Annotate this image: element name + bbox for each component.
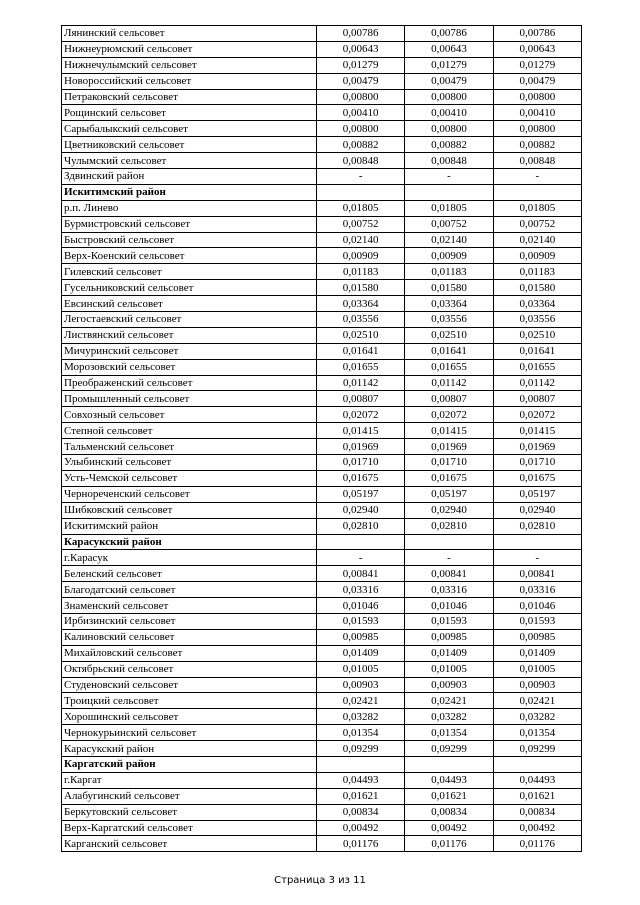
value-cell-2: 0,01655 [405,359,493,375]
value-cell-1: 0,00479 [317,73,405,89]
value-cell-3: - [493,550,581,566]
value-cell-1: 0,03282 [317,709,405,725]
settlement-name: р.п. Линево [62,200,317,216]
settlement-name: Преображенский сельсовет [62,375,317,391]
value-cell-3: 0,01279 [493,57,581,73]
table-row [62,502,582,518]
value-cell-2: 0,01183 [405,264,493,280]
value-cell-1: 0,00492 [317,820,405,836]
table-row [62,613,582,629]
value-cell-3: 0,00834 [493,804,581,820]
table-row [62,518,582,534]
value-cell-2: 0,01969 [405,439,493,455]
value-cell-1: - [317,169,405,185]
value-cell-1: 0,01805 [317,200,405,216]
value-cell-2: 0,01005 [405,661,493,677]
value-cell-3: 0,00985 [493,629,581,645]
value-cell-3: 0,00752 [493,216,581,232]
value-cell-1: 0,01655 [317,359,405,375]
district-heading: Искитимский район [62,184,317,200]
table-row [62,280,582,296]
table-row [62,486,582,502]
value-cell-1: 0,00834 [317,804,405,820]
value-cell-1: 0,00800 [317,121,405,137]
table-row [62,629,582,645]
value-cell-3 [493,534,581,550]
value-cell-1: 0,01046 [317,598,405,614]
settlement-name: Чернокурьинский сельсовет [62,725,317,741]
table-row [62,121,582,137]
settlement-name: Лянинский сельсовет [62,26,317,42]
value-cell-3: 0,09299 [493,741,581,757]
table-row [62,105,582,121]
value-cell-3: 0,02510 [493,327,581,343]
value-cell-3: 0,01621 [493,788,581,804]
value-cell-3: 0,01641 [493,343,581,359]
page-number: Страница 3 из 11 [274,875,366,886]
value-cell-2 [405,756,493,772]
value-cell-2: 0,02510 [405,327,493,343]
settlement-name: Карасукский район [62,741,317,757]
settlement-name: Беленский сельсовет [62,566,317,582]
table-row [62,566,582,582]
table-row [62,327,582,343]
value-cell-2: 0,03556 [405,312,493,328]
value-cell-3: 0,03556 [493,312,581,328]
district-heading-row [62,756,582,772]
table-row [62,248,582,264]
value-cell-3: 0,01415 [493,423,581,439]
settlement-name: Бурмистровский сельсовет [62,216,317,232]
settlement-name: Чулымский сельсовет [62,153,317,169]
settlement-name: Октябрьский сельсовет [62,661,317,677]
value-cell-3: 0,01969 [493,439,581,455]
settlement-name: Калиновский сельсовет [62,629,317,645]
table-row [62,375,582,391]
settlement-name: Быстровский сельсовет [62,232,317,248]
value-cell-3: 0,00807 [493,391,581,407]
value-cell-2: 0,00909 [405,248,493,264]
table-row [62,455,582,471]
table-row [62,693,582,709]
value-cell-2: 0,01805 [405,200,493,216]
table-row [62,137,582,153]
table-row [62,343,582,359]
table-row [62,772,582,788]
value-cell-1: 0,00909 [317,248,405,264]
value-cell-1: 0,00985 [317,629,405,645]
table-row [62,200,582,216]
value-cell-3: 0,02140 [493,232,581,248]
value-cell-2: - [405,169,493,185]
value-cell-1: 0,04493 [317,772,405,788]
table-row [62,41,582,57]
table-row [62,391,582,407]
value-cell-3: 0,02810 [493,518,581,534]
settlement-name: Верх-Каргатский сельсовет [62,820,317,836]
value-cell-2 [405,184,493,200]
value-cell-2: - [405,550,493,566]
value-cell-2: 0,01354 [405,725,493,741]
table-row [62,836,582,852]
settlement-name: Гилевский сельсовет [62,264,317,280]
value-cell-3: 0,00903 [493,677,581,693]
district-heading-row [62,184,582,200]
district-heading: Карасукский район [62,534,317,550]
table-row [62,264,582,280]
settlement-name: Искитимский район [62,518,317,534]
value-cell-2: 0,00882 [405,137,493,153]
value-cell-1: 0,00882 [317,137,405,153]
value-cell-3: 0,01005 [493,661,581,677]
value-cell-1: 0,01005 [317,661,405,677]
value-cell-1: 0,01593 [317,613,405,629]
table-row [62,709,582,725]
value-cell-1: 0,01142 [317,375,405,391]
value-cell-2: 0,09299 [405,741,493,757]
value-cell-2: 0,01621 [405,788,493,804]
table-row [62,57,582,73]
settlement-name: Петраковский сельсовет [62,89,317,105]
value-cell-1: 0,00848 [317,153,405,169]
value-cell-1: 0,00752 [317,216,405,232]
value-cell-1: 0,01710 [317,455,405,471]
settlement-name: Михайловский сельсовет [62,645,317,661]
settlement-name: Студеновский сельсовет [62,677,317,693]
value-cell-2: 0,01593 [405,613,493,629]
value-cell-1: 0,02072 [317,407,405,423]
value-cell-3: 0,02072 [493,407,581,423]
table-row [62,645,582,661]
value-cell-1: 0,05197 [317,486,405,502]
table-row [62,582,582,598]
value-cell-1: 0,02940 [317,502,405,518]
value-cell-3: 0,01409 [493,645,581,661]
value-cell-3: 0,03316 [493,582,581,598]
coefficients-table [61,25,582,852]
value-cell-3 [493,756,581,772]
value-cell-2: 0,00841 [405,566,493,582]
settlement-name: г.Каргат [62,772,317,788]
table-row [62,677,582,693]
table-row [62,296,582,312]
value-cell-1: 0,01621 [317,788,405,804]
value-cell-3: 0,01354 [493,725,581,741]
value-cell-3: 0,01655 [493,359,581,375]
value-cell-3: 0,04493 [493,772,581,788]
value-cell-2: 0,02421 [405,693,493,709]
value-cell-2: 0,00834 [405,804,493,820]
value-cell-3: 0,03364 [493,296,581,312]
settlement-name: Легостаевский сельсовет [62,312,317,328]
value-cell-1: 0,00410 [317,105,405,121]
settlement-name: Тальменский сельсовет [62,439,317,455]
value-cell-2: 0,01580 [405,280,493,296]
value-cell-2: 0,05197 [405,486,493,502]
value-cell-1: 0,03556 [317,312,405,328]
value-cell-2: 0,03316 [405,582,493,598]
settlement-name: Ирбизинский сельсовет [62,613,317,629]
table-body [62,26,582,852]
table-row [62,470,582,486]
table-row [62,598,582,614]
value-cell-1 [317,756,405,772]
value-cell-3: 0,00909 [493,248,581,264]
table-row [62,312,582,328]
settlement-name: Шибковский сельсовет [62,502,317,518]
value-cell-1: 0,03364 [317,296,405,312]
table-row [62,359,582,375]
settlement-name: Цветниковский сельсовет [62,137,317,153]
table-row [62,804,582,820]
table-row [62,550,582,566]
value-cell-1: 0,01183 [317,264,405,280]
settlement-name: Степной сельсовет [62,423,317,439]
table-row [62,820,582,836]
table-row [62,741,582,757]
settlement-name: Листвянский сельсовет [62,327,317,343]
value-cell-2: 0,00643 [405,41,493,57]
value-cell-3: - [493,169,581,185]
value-cell-1: 0,02140 [317,232,405,248]
table-row [62,26,582,42]
value-cell-3: 0,00410 [493,105,581,121]
settlement-name: Новороссийский сельсовет [62,73,317,89]
value-cell-1: 0,00807 [317,391,405,407]
value-cell-3: 0,01580 [493,280,581,296]
value-cell-3: 0,03282 [493,709,581,725]
value-cell-1 [317,184,405,200]
value-cell-2: 0,00410 [405,105,493,121]
settlement-name: Благодатский сельсовет [62,582,317,598]
value-cell-3: 0,01593 [493,613,581,629]
settlement-name: Усть-Чемской сельсовет [62,470,317,486]
settlement-name: Карганский сельсовет [62,836,317,852]
settlement-name: Рощинский сельсовет [62,105,317,121]
settlement-name: Евсинский сельсовет [62,296,317,312]
settlement-name: Троицкий сельсовет [62,693,317,709]
settlement-name: Знаменский сельсовет [62,598,317,614]
table-row [62,169,582,185]
table-row [62,407,582,423]
value-cell-2: 0,01675 [405,470,493,486]
settlement-name: Улыбинский сельсовет [62,455,317,471]
value-cell-3: 0,00786 [493,26,581,42]
value-cell-3: 0,00492 [493,820,581,836]
value-cell-3: 0,01710 [493,455,581,471]
value-cell-2: 0,00848 [405,153,493,169]
settlement-name: Здвинский район [62,169,317,185]
value-cell-2: 0,01176 [405,836,493,852]
value-cell-2: 0,03282 [405,709,493,725]
value-cell-3: 0,00848 [493,153,581,169]
value-cell-1: 0,01641 [317,343,405,359]
settlement-name: Мичуринский сельсовет [62,343,317,359]
value-cell-3: 0,01142 [493,375,581,391]
value-cell-2: 0,02940 [405,502,493,518]
value-cell-1: 0,01176 [317,836,405,852]
value-cell-3: 0,00800 [493,89,581,105]
value-cell-2: 0,00492 [405,820,493,836]
value-cell-2: 0,00800 [405,121,493,137]
value-cell-2: 0,01710 [405,455,493,471]
settlement-name: Промышленный сельсовет [62,391,317,407]
table-row [62,423,582,439]
settlement-name: Хорошинский сельсовет [62,709,317,725]
value-cell-3: 0,01183 [493,264,581,280]
value-cell-3: 0,02940 [493,502,581,518]
table-row [62,153,582,169]
table-row [62,89,582,105]
value-cell-3: 0,02421 [493,693,581,709]
table-row [62,232,582,248]
settlement-name: Верх-Коенский сельсовет [62,248,317,264]
value-cell-1: 0,09299 [317,741,405,757]
settlement-name: Нижнечулымский сельсовет [62,57,317,73]
value-cell-2: 0,01641 [405,343,493,359]
value-cell-3: 0,00800 [493,121,581,137]
value-cell-2: 0,01279 [405,57,493,73]
value-cell-2: 0,00903 [405,677,493,693]
value-cell-1: 0,02810 [317,518,405,534]
table-row [62,661,582,677]
value-cell-2 [405,534,493,550]
table-row [62,439,582,455]
value-cell-2: 0,00786 [405,26,493,42]
settlement-name: Совхозный сельсовет [62,407,317,423]
value-cell-1: 0,01580 [317,280,405,296]
value-cell-3: 0,01805 [493,200,581,216]
table-row [62,788,582,804]
value-cell-2: 0,02810 [405,518,493,534]
settlement-name: Сарыбалыкский сельсовет [62,121,317,137]
value-cell-3: 0,01046 [493,598,581,614]
value-cell-3: 0,00841 [493,566,581,582]
value-cell-1: 0,01415 [317,423,405,439]
district-heading: Каргатский район [62,756,317,772]
value-cell-3: 0,00643 [493,41,581,57]
settlement-name: Гусельниковский сельсовет [62,280,317,296]
value-cell-1: 0,01354 [317,725,405,741]
value-cell-1: 0,00800 [317,89,405,105]
settlement-name: Алабугинский сельсовет [62,788,317,804]
table-row [62,73,582,89]
table-row [62,725,582,741]
value-cell-2: 0,00800 [405,89,493,105]
value-cell-1: 0,01279 [317,57,405,73]
value-cell-1: 0,01969 [317,439,405,455]
settlement-name: Чернореченский сельсовет [62,486,317,502]
district-heading-row [62,534,582,550]
value-cell-3: 0,01675 [493,470,581,486]
settlement-name: г.Карасук [62,550,317,566]
value-cell-3: 0,00882 [493,137,581,153]
value-cell-2: 0,03364 [405,296,493,312]
value-cell-2: 0,01415 [405,423,493,439]
settlement-name: Нижнеурюмский сельсовет [62,41,317,57]
value-cell-2: 0,00807 [405,391,493,407]
value-cell-2: 0,04493 [405,772,493,788]
value-cell-1: 0,01409 [317,645,405,661]
value-cell-3: 0,05197 [493,486,581,502]
value-cell-3: 0,01176 [493,836,581,852]
value-cell-2: 0,02140 [405,232,493,248]
value-cell-1: 0,02510 [317,327,405,343]
settlement-name: Морозовский сельсовет [62,359,317,375]
value-cell-2: 0,00985 [405,629,493,645]
value-cell-2: 0,01046 [405,598,493,614]
value-cell-1 [317,534,405,550]
value-cell-2: 0,00479 [405,73,493,89]
value-cell-1: 0,00841 [317,566,405,582]
value-cell-1: 0,01675 [317,470,405,486]
value-cell-1: 0,00643 [317,41,405,57]
value-cell-2: 0,00752 [405,216,493,232]
value-cell-1: 0,02421 [317,693,405,709]
value-cell-1: 0,03316 [317,582,405,598]
value-cell-1: - [317,550,405,566]
value-cell-3: 0,00479 [493,73,581,89]
value-cell-2: 0,01142 [405,375,493,391]
value-cell-2: 0,01409 [405,645,493,661]
value-cell-1: 0,00786 [317,26,405,42]
value-cell-3 [493,184,581,200]
table-row [62,216,582,232]
value-cell-1: 0,00903 [317,677,405,693]
value-cell-2: 0,02072 [405,407,493,423]
settlement-name: Беркутовский сельсовет [62,804,317,820]
